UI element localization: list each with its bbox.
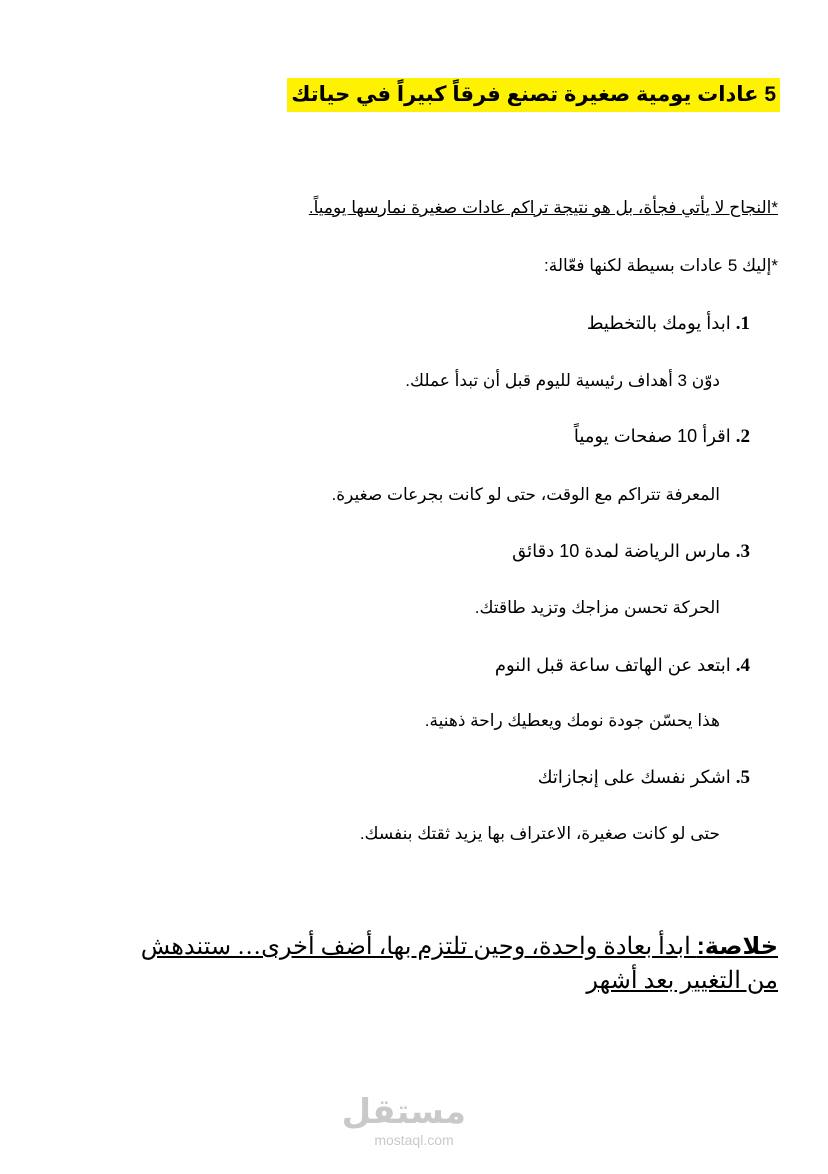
habit-item-4-label: ابتعد عن الهاتف ساعة قبل النوم: [494, 655, 731, 675]
habit-item-1-number: 1.: [735, 313, 750, 334]
habit-item-1-label: ابدأ يومك بالتخطيط: [586, 313, 731, 333]
mostaql-watermark: [341, 1092, 466, 1148]
habit-item-2-description: المعرفة تتراكم مع الوقت، حتى لو كانت بجرعات صغيرة.: [331, 485, 720, 504]
habit-item-2-title: [574, 426, 750, 448]
habit-item-3-description: الحركة تحسن مزاجك وتزيد طاقتك.: [474, 598, 720, 617]
habit-item-3-label: مارس الرياضة لمدة 10 دقائق: [512, 541, 731, 561]
watermark-url: mostaql.com: [374, 1132, 454, 1148]
habit-item-5-label: اشكر نفسك على إنجازاتك: [537, 767, 731, 787]
summary-paragraph: [118, 930, 778, 998]
habit-item-1-title: [587, 313, 750, 335]
habit-item-5-number: 5.: [735, 767, 750, 788]
habit-item-5-description: حتى لو كانت صغيرة، الاعتراف بها يزيد ثقتك بنفسك.: [359, 824, 720, 843]
watermark-logo: مستقل: [341, 1092, 466, 1132]
summary-label: خلاصة:: [696, 933, 778, 960]
habit-item-3-number: 3.: [735, 541, 750, 562]
habit-item-4-title: [495, 655, 750, 677]
summary-text: ابدأ بعادة واحدة، وحين تلتزم بها، أضف أخرى… ستندهش من التغيير بعد أشهر: [140, 934, 778, 994]
intro-line-2: *إليك 5 عادات بسيطة لكنها فعّالة:: [543, 256, 778, 275]
habit-item-1-description: دوّن 3 أهداف رئيسية لليوم قبل أن تبدأ عملك.: [405, 371, 720, 390]
document-title: 5 عادات يومية صغيرة تصنع فرقاً كبيراً في حياتك: [287, 78, 780, 112]
habit-item-5-title: [538, 767, 750, 789]
habit-item-4-number: 4.: [735, 655, 750, 676]
habit-item-3-title: [512, 541, 750, 563]
habit-item-4-description: هذا يحسّن جودة نومك ويعطيك راحة ذهنية.: [424, 711, 720, 730]
intro-line-1: *النجاح لا يأتي فجأة، بل هو نتيجة تراكم عادات صغيرة نمارسها يومياً.: [308, 198, 778, 217]
habit-item-2-number: 2.: [735, 426, 750, 447]
habit-item-2-label: اقرأ 10 صفحات يومياً: [573, 426, 731, 446]
